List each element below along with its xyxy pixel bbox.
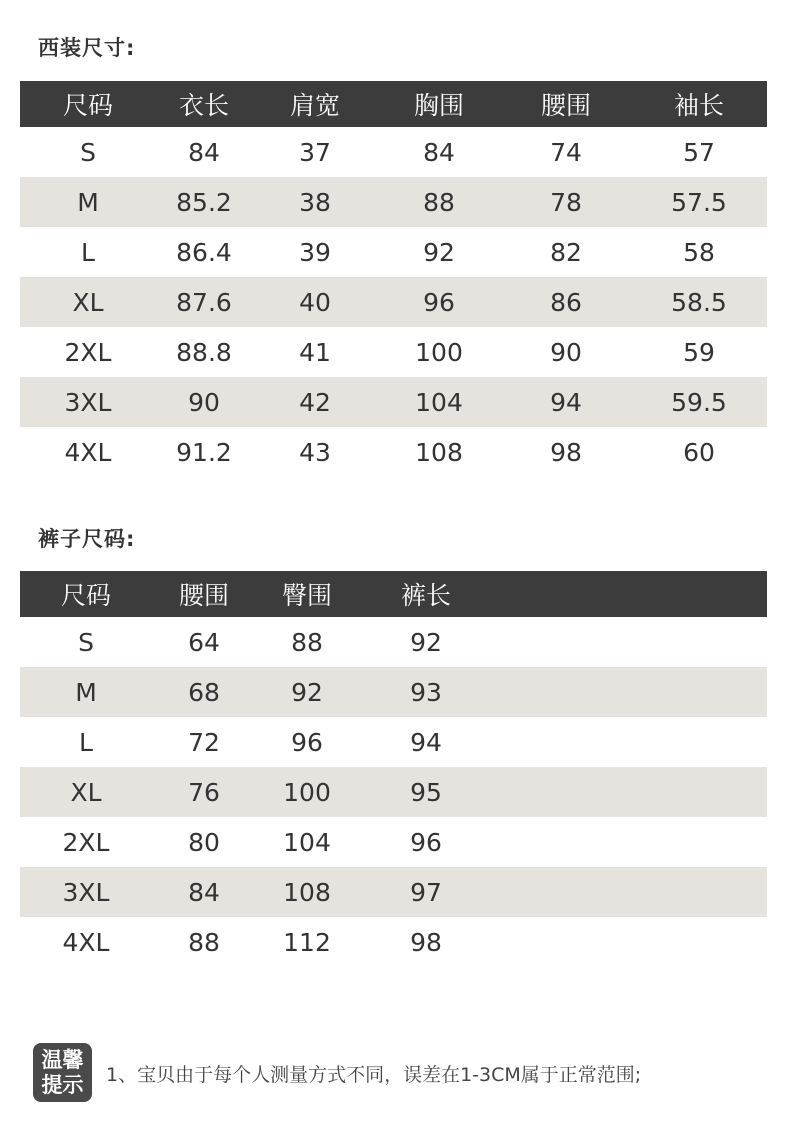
table-cell: 112	[283, 927, 331, 957]
table-cell: 38	[299, 187, 331, 217]
table-cell: 40	[299, 287, 331, 317]
header-sleeve: 袖长	[673, 91, 724, 120]
table-cell: 96	[291, 727, 323, 757]
table-cell: 88.8	[176, 337, 232, 367]
table-cell: 108	[283, 877, 331, 907]
table-cell: 94	[550, 387, 582, 417]
table-cell: 85.2	[176, 187, 232, 217]
table-cell: 68	[188, 677, 220, 707]
table-row	[20, 327, 767, 377]
table-cell: 84	[423, 137, 455, 167]
table-cell: 86.4	[176, 237, 232, 267]
header-length: 衣长	[178, 91, 229, 120]
table-cell: 84	[188, 877, 220, 907]
warm-tip-badge	[33, 1043, 92, 1102]
table-cell: 90	[550, 337, 582, 367]
table-cell: 3XL	[64, 387, 112, 417]
table-cell: 2XL	[62, 827, 110, 857]
table-row	[20, 717, 767, 767]
header-size: 尺码	[62, 91, 113, 120]
header-pants-length: 裤长	[400, 581, 451, 610]
table-row	[20, 427, 767, 477]
table-cell: 98	[550, 437, 582, 467]
table-cell: 87.6	[176, 287, 232, 317]
table-cell: 37	[299, 137, 331, 167]
table-cell: M	[77, 187, 99, 217]
table-cell: 3XL	[62, 877, 110, 907]
header-waist: 腰围	[540, 91, 591, 120]
table-row	[20, 377, 767, 427]
table-cell: 93	[410, 677, 442, 707]
table-cell: 57.5	[671, 187, 727, 217]
table-cell: 92	[291, 677, 323, 707]
table-cell: L	[81, 237, 95, 267]
table-cell: 80	[188, 827, 220, 857]
tip-badge-line2: 提示	[41, 1072, 84, 1097]
table-cell: 104	[415, 387, 463, 417]
tip-badge-line1: 温馨	[41, 1047, 84, 1072]
table-row	[20, 867, 767, 917]
header-waist: 腰围	[178, 581, 229, 610]
table-row	[20, 817, 767, 867]
table-cell: 2XL	[64, 337, 112, 367]
table-cell: 58	[683, 237, 715, 267]
pants-table-header	[20, 571, 767, 617]
table-row	[20, 767, 767, 817]
table-cell: 91.2	[176, 437, 232, 467]
table-cell: S	[80, 137, 96, 167]
header-chest: 胸围	[413, 91, 464, 120]
table-cell: 57	[683, 137, 715, 167]
table-cell: 88	[423, 187, 455, 217]
table-cell: 4XL	[64, 437, 112, 467]
pants-size-title: 裤子尺码:	[38, 527, 136, 551]
table-cell: 39	[299, 237, 331, 267]
table-cell: 92	[410, 627, 442, 657]
table-cell: M	[75, 677, 97, 707]
table-row	[20, 617, 767, 667]
table-cell: 104	[283, 827, 331, 857]
table-cell: 95	[410, 777, 442, 807]
table-cell: 108	[415, 437, 463, 467]
table-row	[20, 277, 767, 327]
table-cell: 96	[423, 287, 455, 317]
table-cell: 76	[188, 777, 220, 807]
table-row	[20, 667, 767, 717]
table-row	[20, 227, 767, 277]
tip-note: 1、宝贝由于每个人测量方式不同，误差在1-3CM属于正常范围;	[106, 1064, 642, 1086]
table-cell: 96	[410, 827, 442, 857]
table-cell: 98	[410, 927, 442, 957]
pants-size-table	[20, 571, 767, 967]
table-cell: 4XL	[62, 927, 110, 957]
table-cell: 59.5	[671, 387, 727, 417]
header-size: 尺码	[60, 581, 111, 610]
table-cell: 82	[550, 237, 582, 267]
table-cell: 78	[550, 187, 582, 217]
table-row	[20, 127, 767, 177]
suit-size-table	[20, 81, 767, 477]
table-cell: L	[79, 727, 93, 757]
table-cell: 92	[423, 237, 455, 267]
table-cell: 100	[415, 337, 463, 367]
table-cell: 90	[188, 387, 220, 417]
table-cell: 60	[683, 437, 715, 467]
table-cell: 72	[188, 727, 220, 757]
table-row	[20, 917, 767, 967]
table-cell: 84	[188, 137, 220, 167]
table-cell: XL	[72, 287, 104, 317]
table-cell: 88	[291, 627, 323, 657]
header-shoulder: 肩宽	[289, 91, 340, 120]
table-cell: 94	[410, 727, 442, 757]
suit-table-header	[20, 81, 767, 127]
suit-size-title: 西装尺寸:	[38, 36, 136, 60]
table-cell: 41	[299, 337, 331, 367]
table-cell: 59	[683, 337, 715, 367]
header-hip: 臀围	[281, 581, 332, 610]
table-cell: 43	[299, 437, 331, 467]
table-cell: 64	[188, 627, 220, 657]
table-cell: XL	[70, 777, 102, 807]
table-cell: 74	[550, 137, 582, 167]
table-cell: 58.5	[671, 287, 727, 317]
table-cell: 86	[550, 287, 582, 317]
table-row	[20, 177, 767, 227]
table-cell: 97	[410, 877, 442, 907]
table-cell: 88	[188, 927, 220, 957]
table-cell: 42	[299, 387, 331, 417]
table-cell: 100	[283, 777, 331, 807]
table-cell: S	[78, 627, 94, 657]
